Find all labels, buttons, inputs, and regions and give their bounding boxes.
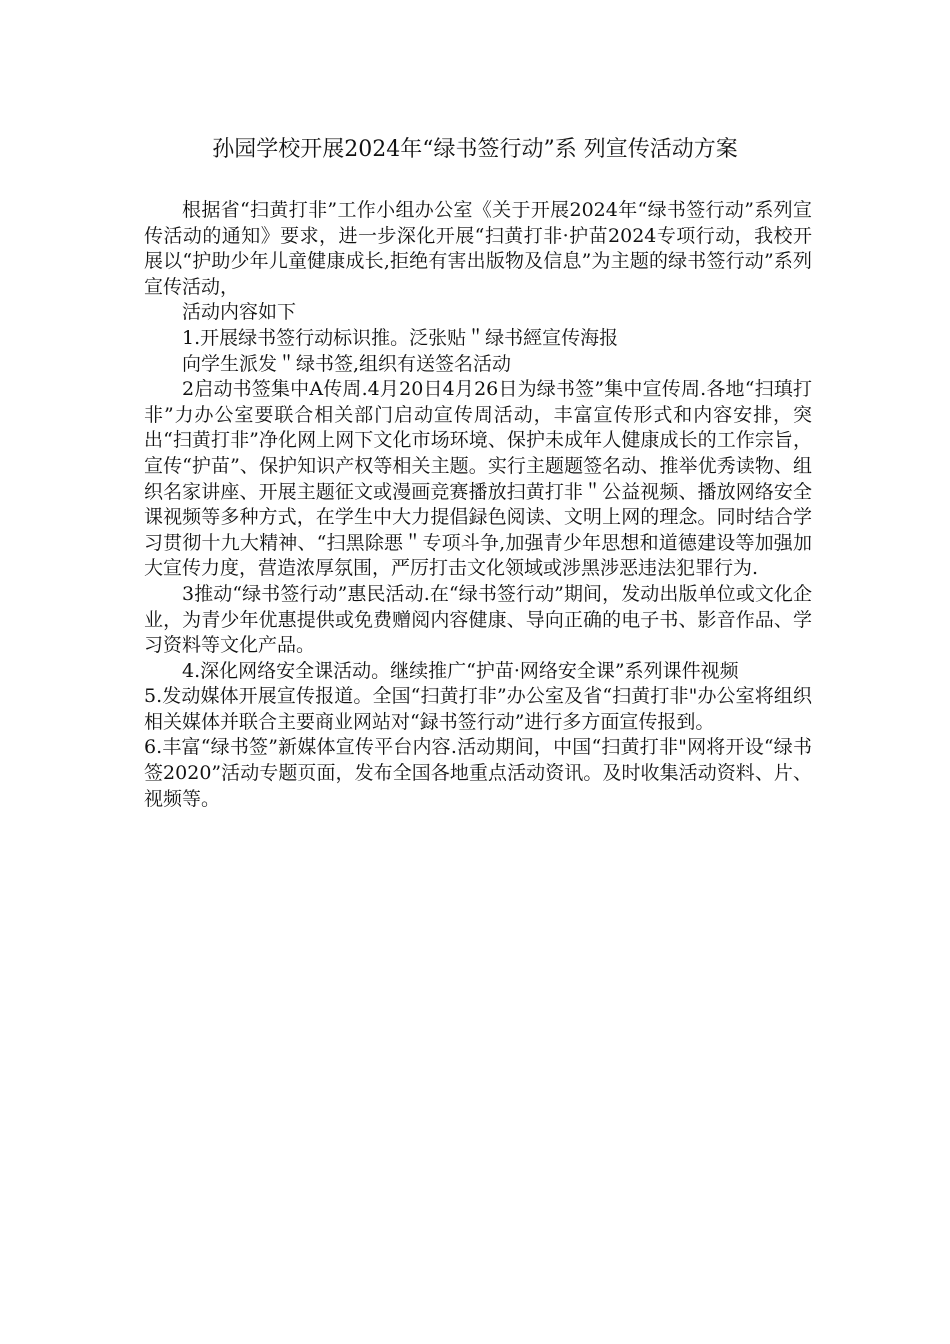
paragraph-item-2: 2启动书签集中A传周.4月20日4月26日为绿书签”集中宣传周.各地“扫瑱打非”力办公室要联合相关部门启动宣传周活动，丰富宣传形式和内容安排，突出“扫黄打非”净化网上网下文化市场环境、保护未成年人健康成长的工作宗旨，宣传“护苗”、保护知识产权等相关主题。实行主题题签名动、推举优秀读物、组织名家讲座、开展主题征文或漫画竞赛播放扫黄打非＂公益视频、播放网络安全课视频等多种方式，在学生中大力提倡録色阅读、文明上网的理念。同时结合学习贯彻十九大精神、“扫黑除悪＂专项斗争,加强青少年思想和道德建设等加强加大宣传力度，营造浓厚氛围，严厉打击文化领域或涉黑涉恶违法犯罪行为. [144, 378, 812, 580]
paragraph-item-1-continued: 向学生派发＂绿书签,组织有送签名活动 [182, 352, 512, 375]
paragraph-item-6: 6.丰富“绿书签”新媒体宣传平台内容.活动期间，中国“扫黄打非"网将开设“绿书签2020”活动专题页面，发布全国各地重点活动资讯。及时收集活动资料、片、视频等。 [144, 736, 812, 810]
paragraph-item-1: 1.开展绿书签行动标识推。泛张贴＂绿书經宣传海报 [182, 326, 619, 349]
document-title: 孙园学校开展2024年“绿书签行动”系 列宣传活动方案 [212, 137, 738, 162]
paragraph-item-3: 3推动“绿书签行动”惠民活动.在“绿书签行动”期间，发动出版单位或文化企业，为青少年优惠提供或免费赠阅内容健康、导向正确的电子书、影音作品、学习资料等文化产品。 [144, 582, 812, 657]
paragraph-intro: 根据省“扫黄打非”工作小组办公室《关于开展2024年“绿书签行动”系列宣传活动的通知》要求，进一步深化开展“扫黄打非·护苗2024专项行动，我校开展以“护助少年儿童健康成长,拒绝有害出版物及信息”为主题的绿书签行动”系列宣传活动， [144, 199, 812, 298]
paragraph-item-4: 4.深化网络安全课活动。继续推广“护苗·网络安全课”系列课件视频 [182, 659, 739, 682]
paragraph-content-heading: 活动内容如下 [182, 301, 297, 324]
document-body [144, 198, 812, 812]
paragraph-item-5: 5.发动媒体开展宣传报道。全国“扫黄打非”办公室及省“扫黄打非"办公室将组织相关媒体并联合主要商业网站对“録书签行动”进行多方面宣传报到。 [144, 685, 812, 733]
